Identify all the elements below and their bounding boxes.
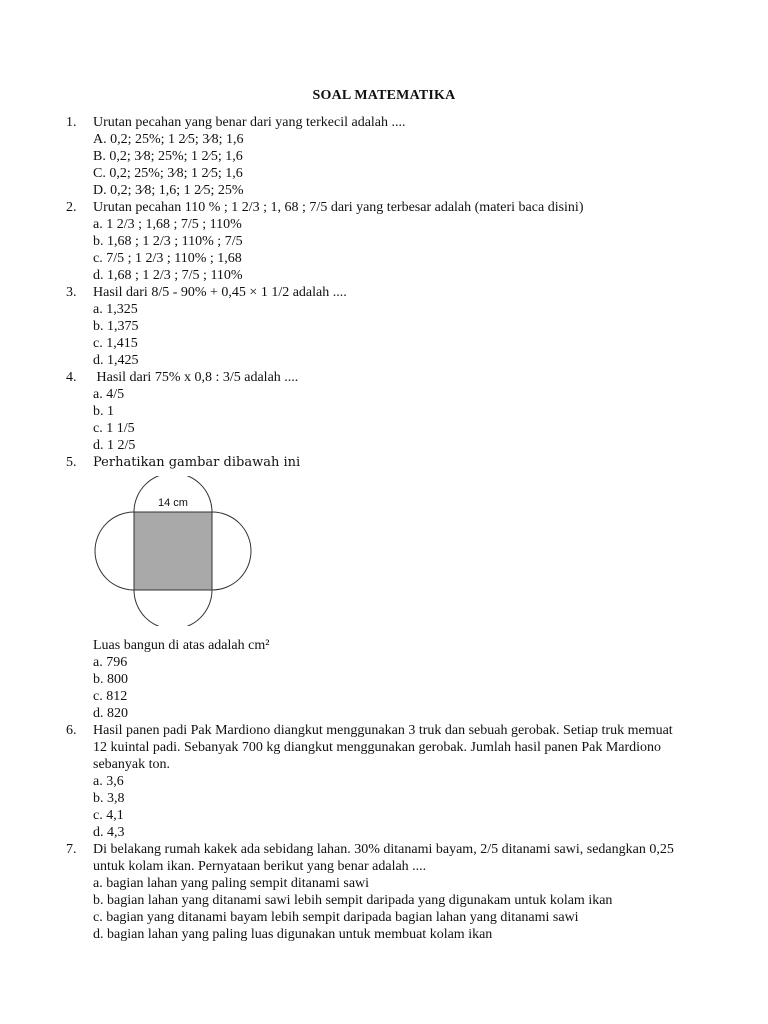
option-d: d. 1 2/5 bbox=[93, 438, 136, 453]
question-list bbox=[66, 114, 706, 943]
question-number: 6. bbox=[66, 723, 77, 738]
option-b: B. 0,2; 3⁄8; 25%; 1 2⁄5; 1,6 bbox=[93, 149, 243, 164]
option-d: d. 1,425 bbox=[93, 353, 139, 368]
option-a: a. 796 bbox=[93, 655, 128, 670]
option-d: D. 0,2; 3⁄8; 1,6; 1 2⁄5; 25% bbox=[93, 183, 244, 198]
option-b: b. 800 bbox=[93, 672, 128, 687]
question-text: Hasil dari 8/5 - 90% + 0,45 × 1 1/2 adalah .... bbox=[93, 285, 347, 300]
question-number: 3. bbox=[66, 285, 77, 300]
option-c: c. 1 1/5 bbox=[93, 421, 135, 436]
question-number: 4. bbox=[66, 370, 77, 385]
option-c: c. 7/5 ; 1 2/3 ; 110% ; 1,68 bbox=[93, 251, 242, 266]
question-number: 7. bbox=[66, 842, 77, 857]
square-with-semicircles-diagram bbox=[93, 476, 263, 626]
question-number: 2. bbox=[66, 200, 77, 215]
option-c: c. 1,415 bbox=[93, 336, 138, 351]
shape-figure bbox=[93, 471, 706, 637]
option-b: b. 1,68 ; 1 2/3 ; 110% ; 7/5 bbox=[93, 234, 243, 249]
page-title: SOAL MATEMATIKA bbox=[312, 88, 456, 103]
option-a: a. 4/5 bbox=[93, 387, 125, 402]
question-2 bbox=[66, 199, 706, 284]
question-text: Di belakang rumah kakek ada sebidang lahan. 30% ditanami bayam, 2/5 ditanami sawi, sedangkan 0,25 untuk kolam ikan. Pernyataan berikut yang benar adalah .... bbox=[93, 842, 674, 874]
option-d: d. 4,3 bbox=[93, 825, 125, 840]
option-c: c. 812 bbox=[93, 689, 128, 704]
option-b: b. 1 bbox=[93, 404, 114, 419]
gray-square bbox=[134, 512, 212, 590]
option-b: b. 1,375 bbox=[93, 319, 139, 334]
right-semicircle bbox=[212, 512, 251, 590]
question-number: 1. bbox=[66, 115, 77, 130]
option-c: c. bagian yang ditanami bayam lebih sempit daripada bagian lahan yang ditanami sawi bbox=[93, 910, 579, 925]
question-number: 5. bbox=[66, 455, 77, 470]
option-c: c. 4,1 bbox=[93, 808, 124, 823]
question-text: Urutan pecahan yang benar dari yang terkecil adalah .... bbox=[93, 115, 406, 130]
option-d: d. 1,68 ; 1 2/3 ; 7/5 ; 110% bbox=[93, 268, 243, 283]
question-3 bbox=[66, 284, 706, 369]
option-a: a. bagian lahan yang paling sempit ditanami sawi bbox=[93, 876, 370, 891]
option-b: b. 3,8 bbox=[93, 791, 125, 806]
question-prompt: Luas bangun di atas adalah cm² bbox=[93, 638, 270, 653]
left-semicircle bbox=[95, 512, 134, 590]
option-d: d. bagian lahan yang paling luas digunakan untuk membuat kolam ikan bbox=[93, 927, 493, 942]
question-text: Urutan pecahan 110 % ; 1 2/3 ; 1, 68 ; 7/5 dari yang terbesar adalah (materi baca disini) bbox=[93, 200, 584, 215]
question-7 bbox=[66, 841, 706, 943]
option-b: b. bagian lahan yang ditanami sawi lebih sempit daripada yang digunakam untuk kolam ikan bbox=[93, 893, 613, 908]
question-text: Hasil panen padi Pak Mardiono diangkut menggunakan 3 truk dan sebuah gerobak. Setiap truk memuat 12 kuintal padi. Sebanyak 700 kg diangkut menggunakan gerobak. Jumlah hasil panen Pak Mardiono sebanyak ton. bbox=[93, 723, 673, 772]
option-a: a. 3,6 bbox=[93, 774, 124, 789]
option-d: d. 820 bbox=[93, 706, 128, 721]
figure-label: 14 cm bbox=[158, 497, 188, 509]
question-6 bbox=[66, 722, 706, 841]
bottom-semicircle bbox=[134, 590, 212, 626]
option-a: a. 1 2/3 ; 1,68 ; 7/5 ; 110% bbox=[93, 217, 242, 232]
option-c: C. 0,2; 25%; 3⁄8; 1 2⁄5; 1,6 bbox=[93, 166, 243, 181]
question-1 bbox=[66, 114, 706, 199]
question-text: Hasil dari 75% x 0,8 : 3/5 adalah .... bbox=[93, 370, 299, 385]
question-text: Perhatikan gambar dibawah ini bbox=[93, 455, 301, 470]
option-a: A. 0,2; 25%; 1 2⁄5; 3⁄8; 1,6 bbox=[93, 132, 244, 147]
question-4 bbox=[66, 369, 706, 454]
question-5 bbox=[66, 454, 706, 722]
option-a: a. 1,325 bbox=[93, 302, 138, 317]
